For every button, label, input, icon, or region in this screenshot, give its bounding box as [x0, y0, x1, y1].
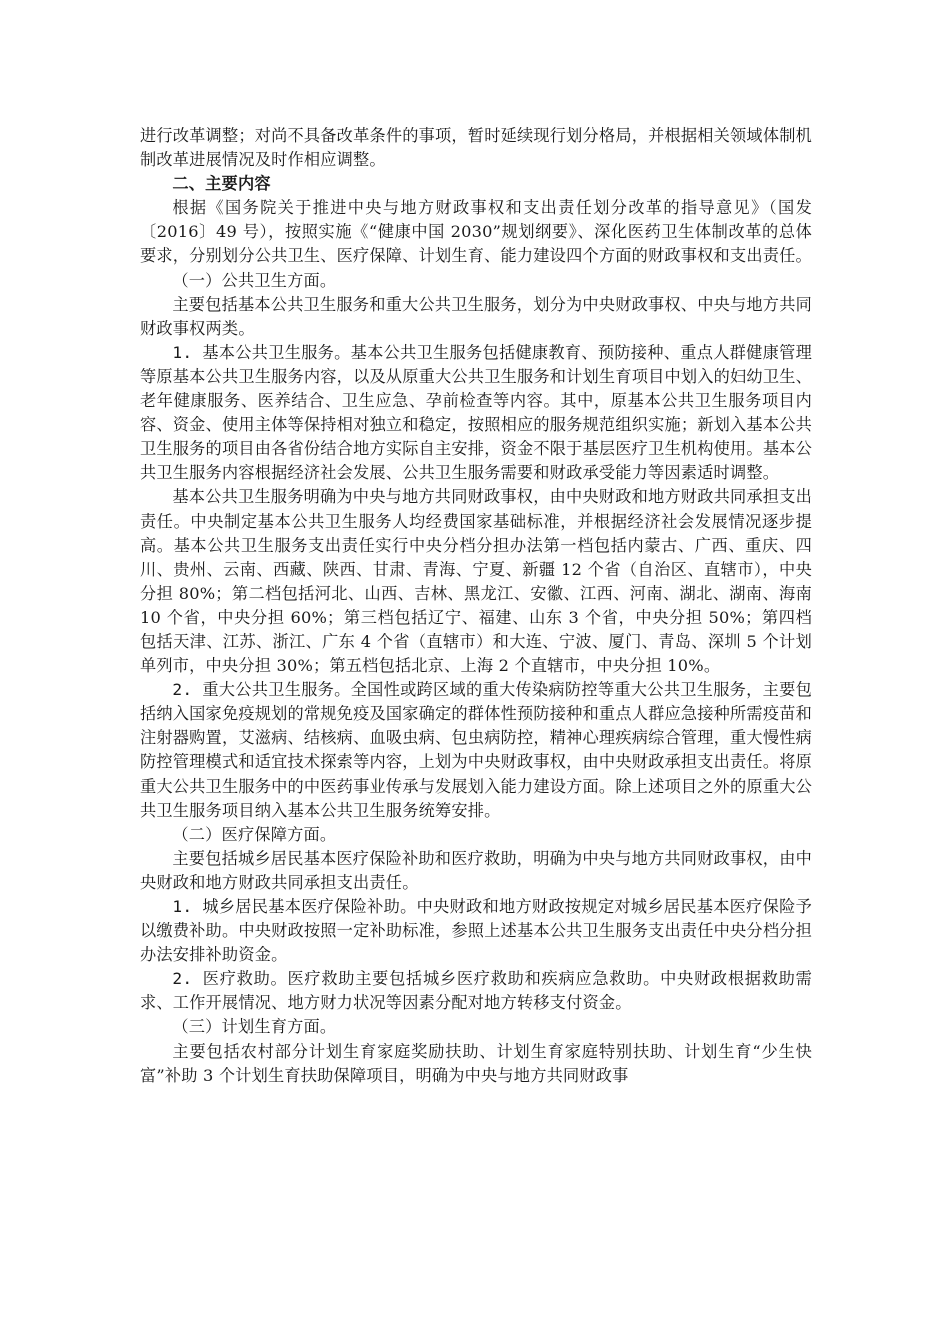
- subheading-public-health: （一）公共卫生方面。: [172, 270, 337, 290]
- item-text-resident-insurance: 中央财政和地方财政按规定对城乡居民基本医疗保险予以缴费补助。中央财政按照一定补助标准，参照上述基本公共卫生服务支出责任中央分档分担办法安排补助资金。: [140, 897, 812, 965]
- item-major-public-health: [140, 678, 812, 823]
- paragraph-basis: 根据《国务院关于推进中央与地方财政事权和支出责任划分改革的指导意见》（国发〔2016〕49 号），按照实施《“健康中国 2030”规划纲要》、深化医药卫生体制改革的总体要求，分别划分公共卫生、医疗保障、计划生育、能力建设四个方面的财政事权和支出责任。: [140, 198, 812, 266]
- item-basic-public-health: [140, 341, 812, 486]
- subheading-family-planning: （三）计划生育方面。: [172, 1017, 337, 1037]
- paragraph-public-health-intro: 主要包括基本公共卫生服务和重大公共卫生服务，划分为中央财政事权、中央与地方共同财政事权两类。: [140, 294, 812, 338]
- item-text-medical-assistance: 医疗救助主要包括城乡医疗救助和疾病应急救助。中央财政根据救助需求、工作开展情况、地方财力状况等因素分配对地方转移支付资金。: [140, 969, 812, 1013]
- item-term-resident-insurance: 1. 城乡居民基本医疗保险补助。: [172, 897, 417, 916]
- document-page: [140, 124, 812, 1088]
- item-text-basic-public-health: 基本公共卫生服务包括健康教育、预防接种、重点人群健康管理等原基本公共卫生服务内容，以及从原重大公共卫生服务和计划生育项目中划入的妇幼卫生、老年健康服务、医养结合、卫生应急、孕前检查等内容。其中，原基本公共卫生服务项目内容、资金、使用主体等保持相对独立和稳定，按照相应的服务规范组织实施；新划入基本公共卫生服务的项目由各省份结合地方实际自主安排，资金不限于基层医疗卫生机构使用。基本公共卫生服务内容根据经济社会发展、公共卫生服务需要和财政承受能力等因素适时调整。: [140, 342, 812, 483]
- item-term-major-public-health: 2. 重大公共卫生服务。: [172, 680, 351, 700]
- item-medical-assistance: [140, 967, 812, 1015]
- item-resident-insurance: [140, 895, 812, 967]
- paragraph-family-planning: 主要包括农村部分计划生育家庭奖励扶助、计划生育家庭特别扶助、计划生育“少生快富”补助 3 个计划生育扶助保障项目，明确为中央与地方共同财政事: [140, 1041, 812, 1085]
- item-term-basic-public-health: 1. 基本公共卫生服务。: [172, 342, 351, 362]
- paragraph-basic-public-health-finance: 基本公共卫生服务明确为中央与地方共同财政事权，由中央财政和地方财政共同承担支出责任。中央制定基本公共卫生服务人均经费国家基础标准，并根据经济社会发展情况逐步提高。基本公共卫生服务支出责任实行中央分档分担办法第一档包括内蒙古、广西、重庆、四川、贵州、云南、西藏、陕西、甘肃、青海、宁夏、新疆 12 个省（自治区、直辖市），中央分担 80%；第二档包括河北、山西、吉林、黑龙江、安徽、江西、河南、湖北、湖南、海南 10 个省，中央分担 60%；第三档包括辽宁、福建、山东 3 个省，中央分担 50%；第四档包括天津、江苏、浙江、广东 4 个省（直辖市）和大连、宁波、厦门、青岛、深圳 5 个计划单列市，中央分担 30%；第五档包括北京、上海 2 个直辖市，中央分担 10%。: [140, 487, 812, 676]
- section-heading-main-content: 二、主要内容: [172, 174, 271, 194]
- item-text-major-public-health: 全国性或跨区域的重大传染病防控等重大公共卫生服务，主要包括纳入国家免疫规划的常规免疫及国家确定的群体性预防接种和重点人群应急接种所需疫苗和注射器购置，艾滋病、结核病、血吸虫病、包虫病防控，精神心理疾病综合管理，重大慢性病防控管理模式和适宜技术探索等内容，上划为中央财政事权，由中央财政承担支出责任。将原重大公共卫生服务中的中医药事业传承与发展划入能力建设方面。除上述项目之外的原重大公共卫生服务项目纳入基本公共卫生服务统筹安排。: [140, 680, 812, 820]
- subheading-medical-security: （二）医疗保障方面。: [172, 824, 337, 844]
- paragraph-medical-security-intro: 主要包括城乡居民基本医疗保险补助和医疗救助，明确为中央与地方共同财政事权，由中央财政和地方财政共同承担支出责任。: [140, 848, 812, 892]
- paragraph-intro-continuation: 进行改革调整；对尚不具备改革条件的事项，暂时延续现行划分格局，并根据相关领域体制机制改革进展情况及时作相应调整。: [140, 126, 812, 170]
- item-term-medical-assistance: 2. 医疗救助。: [172, 969, 288, 989]
